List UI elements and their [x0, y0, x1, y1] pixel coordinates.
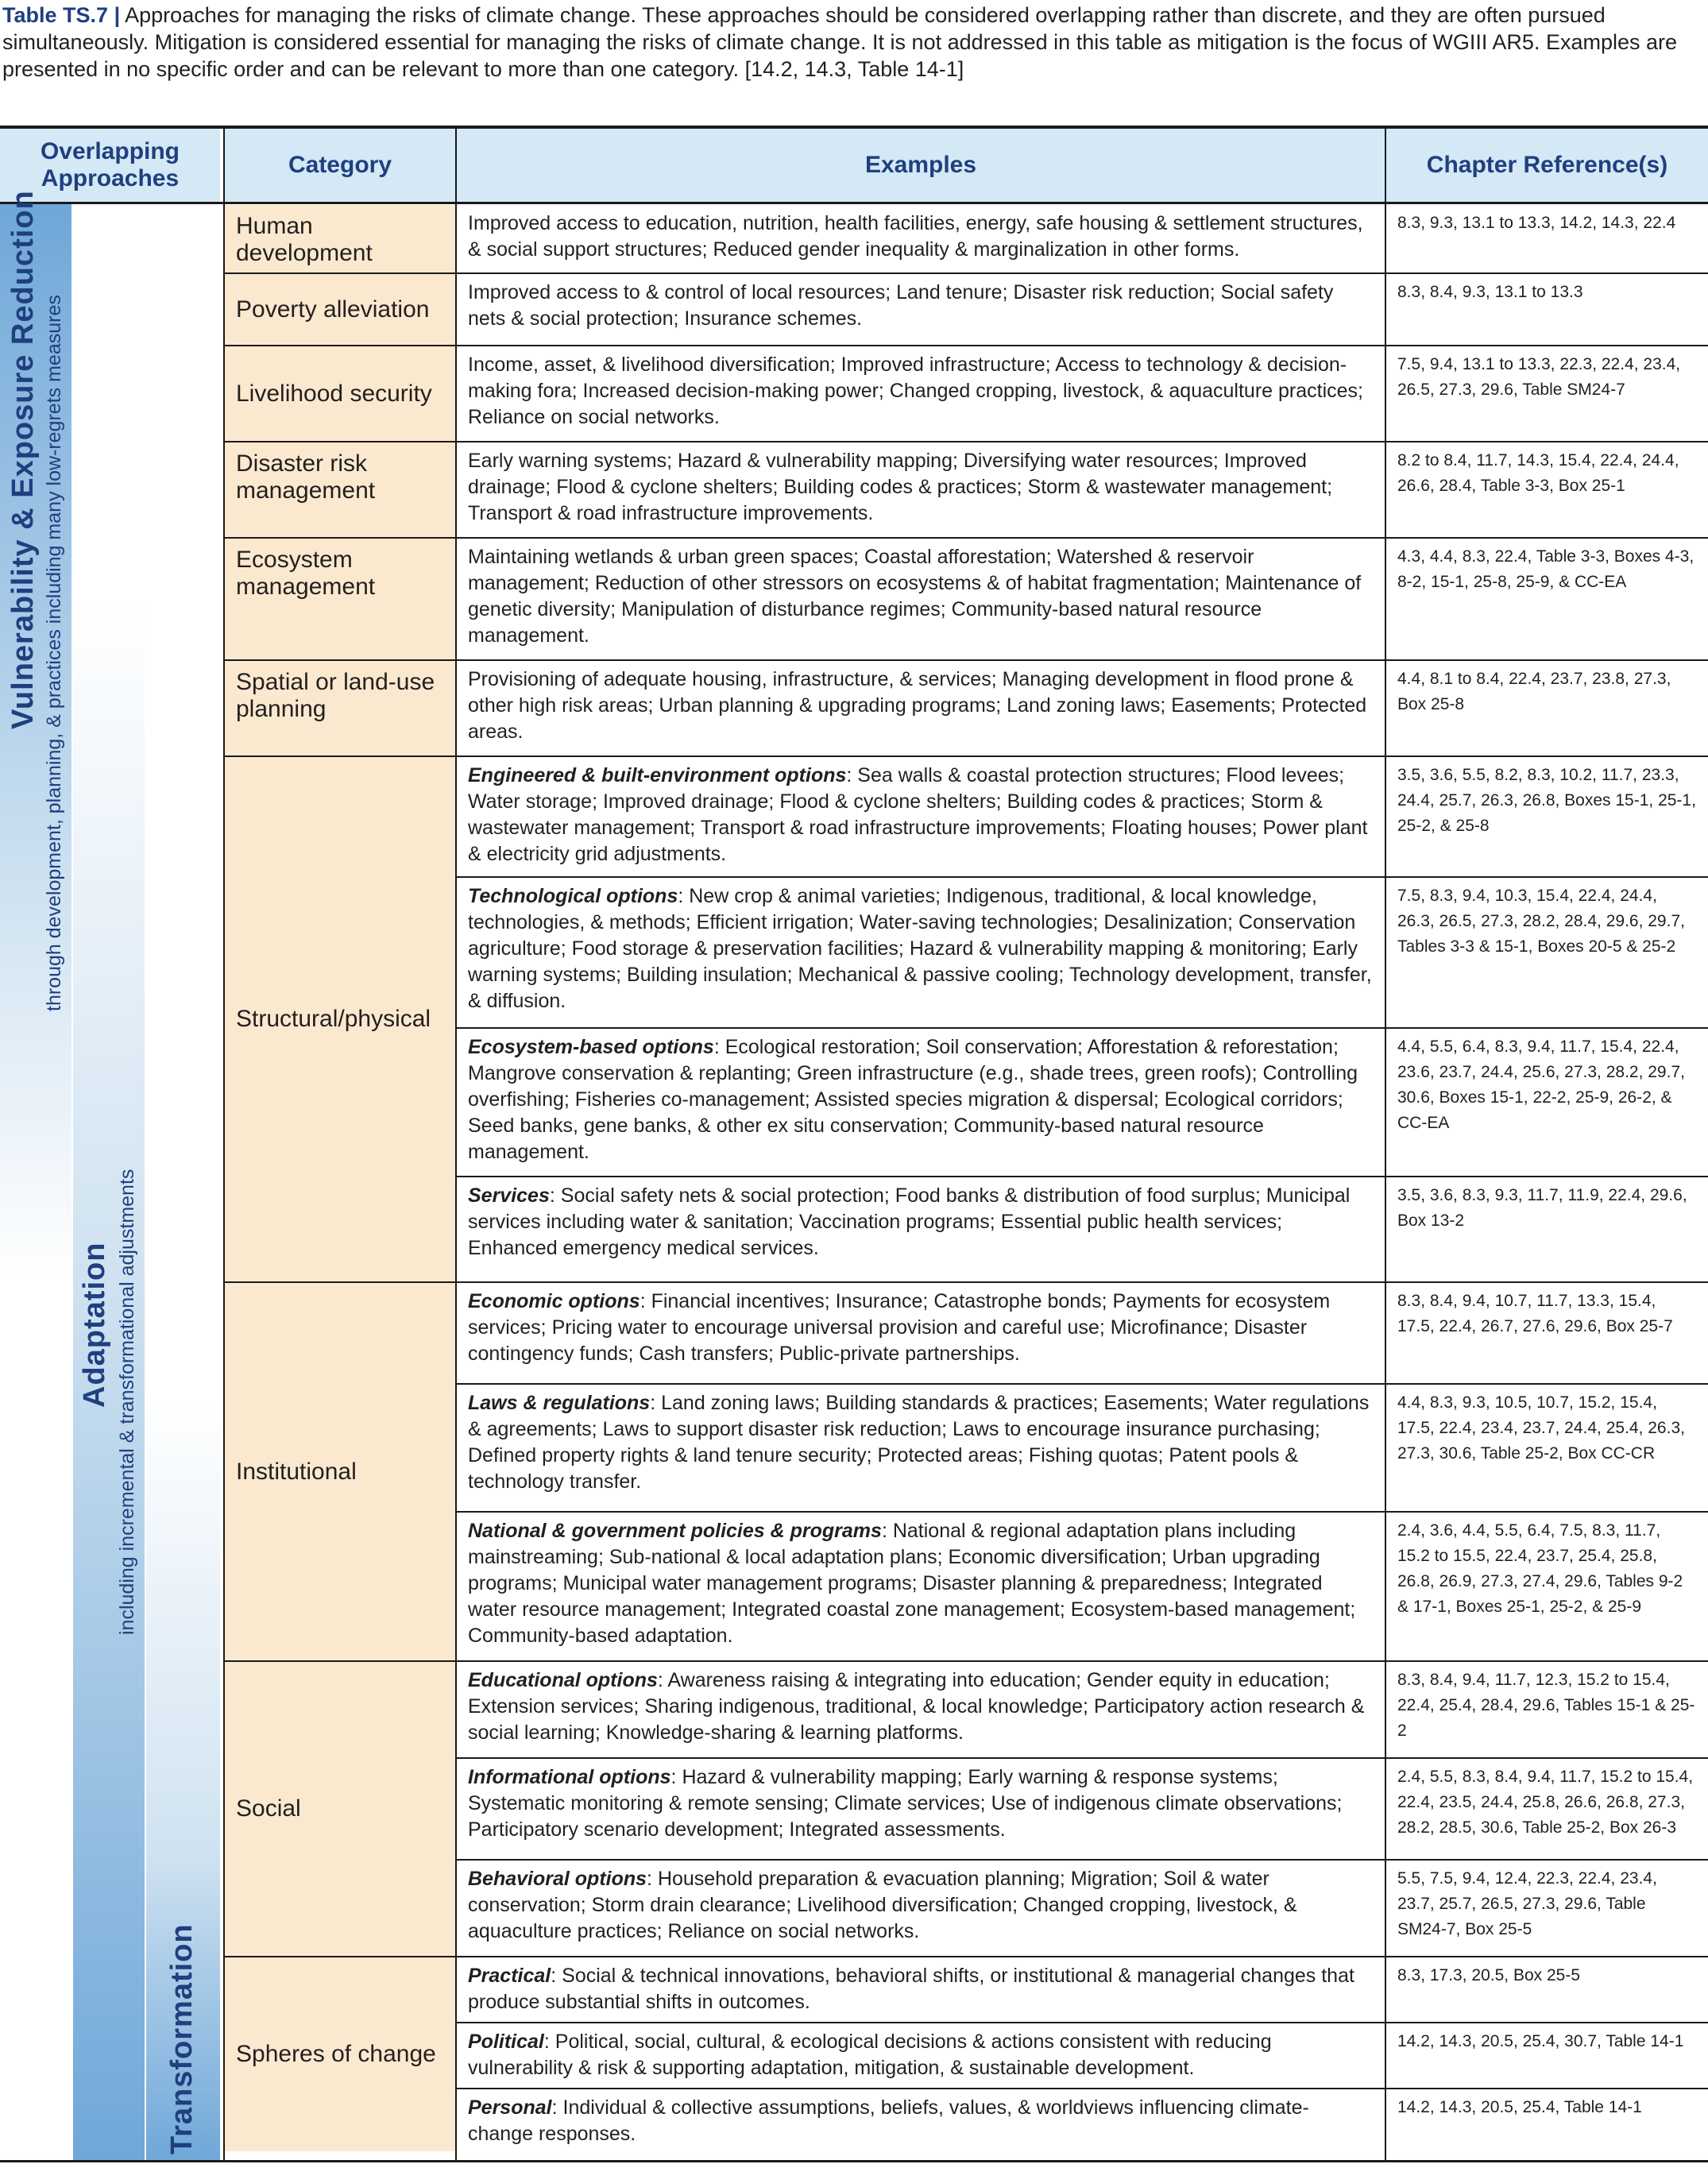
examples-cell — [457, 1957, 1385, 2023]
chapter-reference-cell: 4.4, 8.3, 9.3, 10.5, 10.7, 15.2, 15.4, 17.5, 22.4, 23.4, 23.7, 24.4, 25.4, 26.3, 27.3, 30.6, Table 25-2, Box CC-CR — [1397, 1393, 1685, 1463]
adaptation-title: Adaptation — [78, 1242, 111, 1408]
examples-text: : Social & technical innovations, behavioral shifts, or institutional & managerial changes that produce substantial shifts in outcomes. — [468, 1965, 1354, 2013]
option-type-label: Laws & regulations — [468, 1392, 651, 1414]
chapter-reference-cell: 4.4, 8.1 to 8.4, 22.4, 23.7, 23.8, 27.3, Box 25-8 — [1397, 670, 1671, 713]
header-references: Chapter Reference(s) — [1386, 129, 1708, 202]
category-cell: Spatial or land-use planning — [225, 661, 455, 755]
adaptation-subtitle: including incremental & transformational adjustments — [116, 1169, 138, 1635]
table-label: Table TS.7 — [2, 3, 109, 27]
examples-cell — [457, 1512, 1385, 1661]
category-cell: Social — [225, 1662, 455, 1956]
option-type-label: Engineered & built-environment options — [468, 764, 847, 786]
chapter-reference-cell: 2.4, 5.5, 8.3, 8.4, 9.4, 11.7, 15.2 to 15.4, 22.4, 23.5, 24.4, 25.8, 26.6, 26.8, 27.3, 28.2, 28.5, 30.6, Table 25-2, Box 26-3 — [1397, 1768, 1694, 1837]
examples-text: Early warning systems; Hazard & vulnerability mapping; Diversifying water resources; Improved drainage; Flood & cyclone shelters; Building codes & practices; Storm & wastewater management; Transport & road infrastructure improvements. — [468, 450, 1333, 524]
examples-text: : Ecological restoration; Soil conservation; Afforestation & reforestation; Mangrove conservation & replanting; Green infrastructure (e.g., shade trees, green roofs); Controlling overfishing; Fisheries co-management; Assisted species migration & dispersal; Ecological corridors; Seed banks, gene banks, & other ex situ conservation; Community-based natural resource management. — [468, 1036, 1358, 1163]
examples-cell — [457, 538, 1385, 660]
examples-text: : Land zoning laws; Building standards & practices; Easements; Water regulations & agreements; Laws to support disaster risk reduction; Laws to encourage insurance purchasing; Defined property rights & land tenure security; Protected areas; Fishing quotas; Patent pools & technology transfer. — [468, 1392, 1370, 1493]
header-approaches: Overlapping Approaches — [0, 129, 220, 202]
option-type-label: Behavioral options — [468, 1868, 647, 1890]
chapter-reference-cell: 8.3, 8.4, 9.4, 11.7, 12.3, 15.2 to 15.4, 22.4, 25.4, 28.4, 29.6, Tables 15-1 & 25-2 — [1397, 1671, 1695, 1740]
chapter-reference-cell: 7.5, 8.3, 9.4, 10.3, 15.4, 22.4, 24.4, 26.3, 26.5, 27.3, 28.2, 28.4, 29.6, 29.7, Tables 3-3 & 15-1, Boxes 20-5 & 25-2 — [1397, 887, 1685, 956]
examples-cell — [457, 756, 1385, 877]
examples-cell — [457, 1282, 1385, 1384]
category-cell: Poverty alleviation — [225, 274, 455, 345]
examples-text: : Sea walls & coastal protection structures; Flood levees; Water storage; Improved drainage; Flood & cyclone shelters; Building codes & practices; Storm & wastewater management; Transport & road infrastructure improvements; Floating houses; Power plant & electricity grid adjustments. — [468, 764, 1368, 865]
chapter-reference-cell: 8.3, 9.3, 13.1 to 13.3, 14.2, 14.3, 22.4 — [1397, 214, 1676, 232]
caption-separator: | — [114, 3, 121, 27]
examples-cell — [457, 2023, 1385, 2089]
option-type-label: Ecosystem-based options — [468, 1036, 714, 1058]
examples-text: : Social safety nets & social protection; Food banks & distribution of food surplus; Municipal services including water & sanitation; Vaccination programs; Essential public health services; Enhanced emergency medical services. — [468, 1184, 1351, 1259]
examples-cell — [457, 877, 1385, 1028]
table-caption — [2, 2, 1702, 83]
category-cell: Structural/physical — [225, 757, 455, 1281]
chapter-reference-cell: 3.5, 3.6, 5.5, 8.2, 8.3, 10.2, 11.7, 23.3, 24.4, 25.7, 26.3, 26.8, Boxes 15-1, 25-1, 25-2, & 25-8 — [1397, 766, 1696, 835]
header-examples: Examples — [457, 129, 1385, 202]
category-cell: Spheres of change — [225, 1957, 455, 2151]
examples-cell — [457, 442, 1385, 538]
chapter-reference-cell: 8.3, 8.4, 9.4, 10.7, 11.7, 13.3, 15.4, 17.5, 22.4, 26.7, 27.6, 29.6, Box 25-7 — [1397, 1292, 1673, 1335]
option-type-label: Practical — [468, 1965, 551, 1987]
approaches-table — [0, 126, 1708, 2162]
chapter-reference-cell: 7.5, 9.4, 13.1 to 13.3, 22.3, 22.4, 23.4, 26.5, 27.3, 29.6, Table SM24-7 — [1397, 355, 1681, 399]
transformation-title: Transformation — [165, 1923, 199, 2154]
option-type-label: Informational options — [468, 1766, 671, 1788]
chapter-reference-cell: 5.5, 7.5, 9.4, 12.4, 22.3, 22.4, 23.4, 23.7, 25.7, 26.5, 27.3, 29.6, Table SM24-7, Box 25-5 — [1397, 1869, 1657, 1938]
examples-text: : Hazard & vulnerability mapping; Early warning & response systems; Systematic monitoring & remote sensing; Climate services; Use of indigenous climate observations; Participatory scenario development; Integrated assessments. — [468, 1766, 1343, 1841]
chapter-reference-cell: 4.3, 4.4, 8.3, 22.4, Table 3-3, Boxes 4-3, 8-2, 15-1, 25-8, 25-9, & CC-EA — [1397, 547, 1694, 591]
category-cell: Ecosystem management — [225, 539, 455, 659]
examples-cell — [457, 1177, 1385, 1282]
chapter-reference-cell: 14.2, 14.3, 20.5, 25.4, 30.7, Table 14-1 — [1397, 2032, 1684, 2050]
header-category: Category — [225, 129, 455, 202]
examples-cell — [457, 660, 1385, 756]
examples-cell — [457, 346, 1385, 442]
examples-text: : Financial incentives; Insurance; Catastrophe bonds; Payments for ecosystem services; Pricing water to encourage universal provision and careful use; Microfinance; Disaster contingency funds; Cash transfers; Public-private partnerships. — [468, 1290, 1331, 1365]
examples-cell — [457, 2089, 1385, 2152]
category-cell: Institutional — [225, 1283, 455, 1660]
table-bottom-rule — [0, 2160, 1708, 2162]
option-type-label: Economic options — [468, 1290, 640, 1312]
option-type-label: Educational options — [468, 1669, 658, 1691]
chapter-reference-cell: 4.4, 5.5, 6.4, 8.3, 9.4, 11.7, 15.4, 22.4, 23.6, 23.7, 24.4, 25.6, 27.3, 28.2, 29.7, 30.6, Boxes 15-1, 22-2, 25-9, 26-2, & CC-EA — [1397, 1038, 1685, 1132]
chapter-reference-cell: 8.3, 17.3, 20.5, Box 25-5 — [1397, 1966, 1580, 1984]
option-type-label: Personal — [468, 2096, 552, 2119]
examples-text: : Political, social, cultural, & ecological decisions & actions consistent with reducing vulnerability & risk & supporting adaptation, mitigation, & sustainable development. — [468, 2031, 1272, 2079]
examples-text: : Individual & collective assumptions, beliefs, values, & worldviews influencing climate-change responses. — [468, 2096, 1309, 2145]
caption-text: Approaches for managing the risks of climate change. These approaches should be considered overlapping rather than discrete, and they are often pursued simultaneously. Mitigation is considered essential for managing the risks of climate change. It is not addressed in this table as mitigation is the focus of WGIII AR5. Examples are presented in no specific order and can be relevant to more than one category. [14.2, 14.3, Table 14-1] — [2, 3, 1678, 81]
examples-cell — [457, 1028, 1385, 1177]
examples-cell — [457, 1860, 1385, 1957]
examples-text: Improved access to education, nutrition, health facilities, energy, safe housing & settlement structures, & social support structures; Reduced gender inequality & marginalization in other forms. — [468, 212, 1363, 261]
examples-cell — [457, 204, 1385, 273]
category-cell: Livelihood security — [225, 346, 455, 441]
examples-text: : National & regional adaptation plans including mainstreaming; Sub-national & local adaptation plans; Economic diversification; Urban upgrading programs; Municipal water management programs; Disaster planning & preparedness; Integrated water resource management; Integrated coastal zone management; Ecosystem-based management; Community-based adaptation. — [468, 1520, 1356, 1647]
vulnerability-title: Vulnerability & Exposure Reduction — [6, 190, 40, 729]
examples-cell — [457, 1661, 1385, 1758]
examples-text: : New crop & animal varieties; Indigenous, traditional, & local knowledge, technologies, & methods; Efficient irrigation; Water-saving technologies; Desalinization; Conservation agriculture; Food storage & preservation facilities; Hazard & vulnerability mapping & monitoring; Early warning systems; Building insulation; Mechanical & passive cooling; Technology development, transfer, & diffusion. — [468, 885, 1372, 1012]
examples-cell — [457, 1384, 1385, 1512]
examples-cell — [457, 273, 1385, 346]
examples-text: : Awareness raising & integrating into education; Gender equity in education; Extension services; Sharing indigenous, traditional, & local knowledge; Participatory action research & social learning; Knowledge-sharing & learning platforms. — [468, 1669, 1365, 1744]
chapter-reference-cell: 8.3, 8.4, 9.3, 13.1 to 13.3 — [1397, 283, 1583, 301]
examples-text: Improved access to & control of local resources; Land tenure; Disaster risk reduction; Social safety nets & social protection; Insurance schemes. — [468, 281, 1334, 330]
chapter-reference-cell: 8.2 to 8.4, 11.7, 14.3, 15.4, 22.4, 24.4, 26.6, 28.4, Table 3-3, Box 25-1 — [1397, 451, 1679, 495]
examples-text: Maintaining wetlands & urban green spaces; Coastal afforestation; Watershed & reservoir management; Reduction of other stressors on ecosystems & of habitat fragmentation; Maintenance of genetic diversity; Manipulation of disturbance regimes; Community-based natural resource management. — [468, 546, 1362, 647]
category-cell: Disaster risk management — [225, 442, 455, 537]
examples-text: Provisioning of adequate housing, infrastructure, & services; Managing development in flood prone & other high risk areas; Urban planning & upgrading programs; Land zoning laws; Easements; Protected areas. — [468, 668, 1367, 743]
vulnerability-subtitle: through development, planning, & practices including many low-regrets measures — [43, 295, 65, 1011]
examples-cell — [457, 1758, 1385, 1860]
option-type-label: Technological options — [468, 885, 678, 907]
option-type-label: Political — [468, 2031, 544, 2053]
option-type-label: National & government policies & programs — [468, 1520, 882, 1542]
option-type-label: Services — [468, 1184, 550, 1207]
chapter-reference-cell: 3.5, 3.6, 8.3, 9.3, 11.7, 11.9, 22.4, 29.6, Box 13-2 — [1397, 1186, 1687, 1230]
category-cell: Human development — [225, 205, 455, 272]
examples-text: : Household preparation & evacuation planning; Migration; Soil & water conservation; Storm drain clearance; Livelihood diversification; Changed cropping, livestock, & aquaculture practices; Reliance on social networks. — [468, 1868, 1297, 1942]
chapter-reference-cell: 2.4, 3.6, 4.4, 5.5, 6.4, 7.5, 8.3, 11.7, 15.2 to 15.5, 22.4, 23.7, 25.4, 25.8, 26.8, 26.9, 27.3, 27.4, 29.6, Tables 9-2 & 17-1, Boxes 25-1, 25-2, & 25-9 — [1397, 1521, 1683, 1616]
chapter-reference-cell: 14.2, 14.3, 20.5, 25.4, Table 14-1 — [1397, 2098, 1642, 2116]
examples-text: Income, asset, & livelihood diversification; Improved infrastructure; Access to technology & decision-making fora; Increased decision-making power; Changed cropping, livestock, & aquaculture practices; Reliance on social networks. — [468, 354, 1363, 428]
